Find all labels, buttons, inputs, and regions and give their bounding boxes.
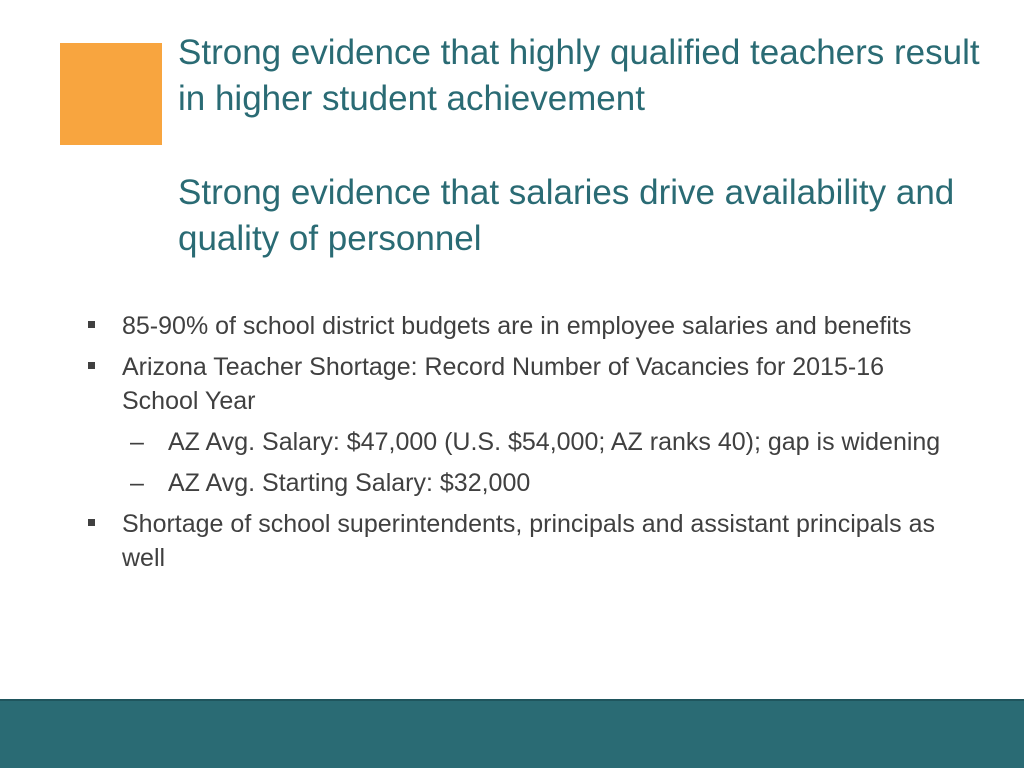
accent-square	[60, 43, 162, 145]
title-line-2: Strong evidence that salaries drive availability and quality of personnel	[178, 173, 955, 258]
slide-title	[178, 30, 1008, 262]
bullet-item-administrators	[88, 507, 948, 575]
bullet-text: Shortage of school superintendents, principals and assistant principals as well	[122, 510, 935, 572]
dash-bullet: –	[130, 428, 144, 456]
square-bullet-icon	[88, 321, 95, 328]
square-bullet-icon	[88, 519, 95, 526]
bullet-text: Arizona Teacher Shortage: Record Number of Vacancies for 2015-16 School Year	[122, 353, 884, 415]
footer-bar	[0, 699, 1024, 768]
title-line-1: Strong evidence that highly qualified teachers result in higher student achievement	[178, 33, 980, 118]
bullet-text: 85-90% of school district budgets are in employee salaries and benefits	[122, 312, 912, 340]
bullet-list	[88, 309, 948, 582]
dash-bullet: –	[130, 469, 144, 497]
sub-item-text: AZ Avg. Salary: $47,000 (U.S. $54,000; AZ ranks 40); gap is widening	[168, 428, 941, 456]
square-bullet-icon	[88, 362, 95, 369]
bullet-item-budgets	[88, 309, 948, 343]
sub-item-text: AZ Avg. Starting Salary: $32,000	[168, 469, 531, 497]
sub-item-starting-salary	[88, 466, 948, 500]
sub-item-avg-salary	[88, 425, 948, 459]
bullet-item-shortage	[88, 350, 948, 418]
